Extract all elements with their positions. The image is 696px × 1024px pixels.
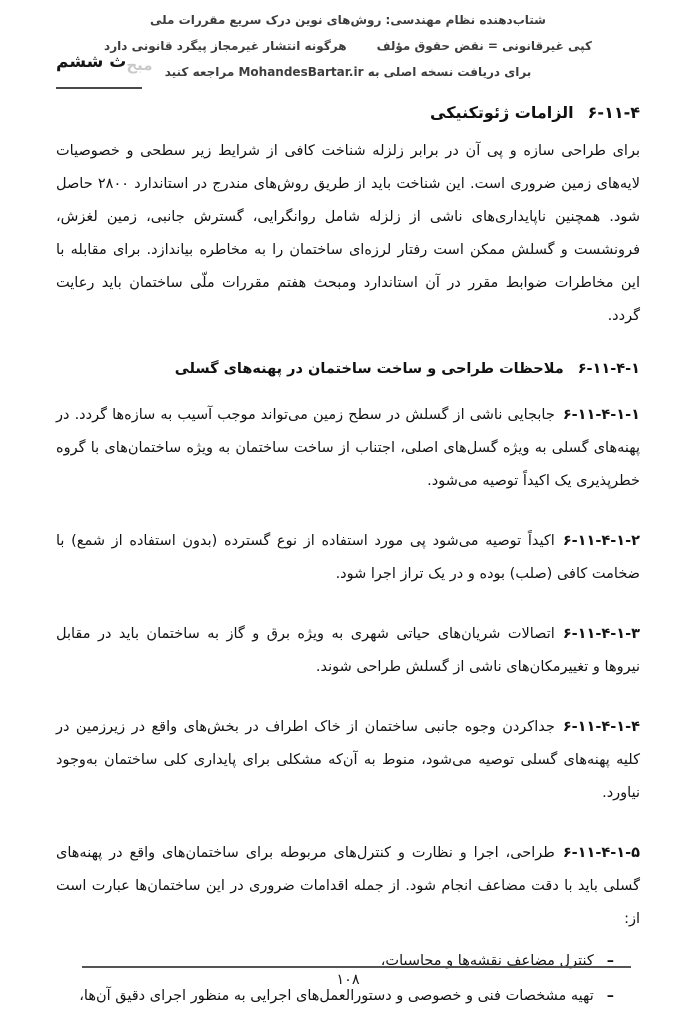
section-number: ۶-۱۱-۴ [587, 103, 640, 122]
footer-rule [82, 966, 631, 968]
watermark-line2-right: کپی غیرقانونی = نقض حقوق مؤلف [376, 39, 592, 53]
page-content [56, 100, 640, 1014]
clause-number: ۶-۱۱-۴-۱-۲ [562, 533, 640, 549]
chapter-running-head [56, 52, 153, 72]
clause-paragraph [56, 399, 640, 498]
list-item-text: کنترل مضاعف نقشه‌ها و محاسبات، [380, 953, 594, 969]
chapter-running-head-visible: ث ششم [56, 52, 127, 72]
chapter-header-rule [56, 87, 142, 89]
clause-number: ۶-۱۱-۴-۱-۵ [562, 845, 640, 861]
section-title: الزامات ژئوتکنیکی [430, 103, 574, 122]
watermark-line1: شتاب‌دهنده نظام مهندسی: روش‌های نوین درک سریع مقررات ملی [150, 13, 546, 27]
watermark-line2-left: هرگونه انتشار غیرمجاز پیگرد قانونی دارد [104, 39, 347, 53]
clause-number: ۶-۱۱-۴-۱-۴ [562, 719, 640, 735]
clause-text: جابجایی ناشی از گسلش در سطح زمین می‌تواند موجب آسیب به سازه‌ها گردد. در پهنه‌های گسلی به ویژه گسل‌های اصلی، اجتناب از ساخت ساختمان به ویژه ساختمان‌های با گروه خطرپذیری یک اکیداً توصیه می‌شود. [56, 407, 640, 489]
intro-paragraph: برای طراحی سازه و پی آن در برابر زلزله شناخت کافی از شرایط زیر سطحی و خصوصیات لایه‌های زمین ضروری است. این شناخت باید از طریق روش‌های مندرج در استاندارد ۲۸۰۰ حاصل شود. همچنین ناپایداری‌های ناشی از زلزله شامل روانگرایی، گسترش جانبی، زمین لغزش، فرونشست و گسلش ممکن است رفتار لرزه‌ای ساختمان را به مخاطره بیاندازد. برای مقابله با این مخاطرات ضوابط مقرر در آن استاندارد ومبحث هفتم مقررات ملّی ساختمان باید رعایت گردد. [56, 143, 640, 324]
intro-block [56, 135, 640, 333]
subsection-number: ۶-۱۱-۴-۱ [577, 361, 640, 377]
clause-text: جداکردن وجوه جانبی ساختمان از خاک اطراف در بخش‌های واقع در زیرزمین در کلیه پهنه‌های گسلی توصیه می‌شود، منوط به آن‌که مشکلی برای پایداری کلی ساختمان به‌وجود نیاورد. [56, 719, 640, 801]
subsection-title: ملاحظات طراحی و ساخت ساختمان در پهنه‌های گسلی [174, 361, 564, 377]
subsection-heading [56, 357, 640, 381]
clause-text: اتصالات شریان‌های حیاتی شهری به ویژه برق و گاز به ساختمان باید در مقابل نیروها و تغییرمکان‌های ناشی از گسلش طراحی شوند. [56, 626, 640, 675]
clause-paragraph [56, 837, 640, 936]
list-item-text: تهیه مشخصات فنی و خصوصی و دستورالعمل‌های اجرایی به منظور اجرای دقیق آن‌ها، [79, 988, 594, 1004]
dash-marker: – [606, 988, 614, 1004]
clause-number: ۶-۱۱-۴-۱-۱ [562, 407, 640, 423]
dash-marker: – [606, 953, 614, 969]
watermark-line3: برای دریافت نسخه اصلی به MohandesBartar.ir مراجعه کنید [164, 65, 532, 79]
clause-paragraph [56, 711, 640, 810]
chapter-running-head-faded: مبح [126, 56, 153, 74]
section-heading [56, 100, 640, 126]
clause-text: طراحی، اجرا و نظارت و کنترل‌های مربوطه برای ساختمان‌های واقع در پهنه‌های گسلی باید با دقت مضاعف انجام شود. از جمله اقدامات ضروری در این ساختمان‌ها عبارت است از: [56, 845, 640, 927]
clause-paragraph [56, 618, 640, 684]
clause-text: اکیداً توصیه می‌شود پی مورد استفاده از نوع گسترده (بدون استفاده از شمع) با ضخامت کافی (صلب) بوده و در یک تراز اجرا شود. [56, 533, 640, 582]
page-number: ۱۰۸ [336, 972, 360, 988]
clause-number: ۶-۱۱-۴-۱-۳ [562, 626, 640, 642]
clause-paragraph [56, 525, 640, 591]
